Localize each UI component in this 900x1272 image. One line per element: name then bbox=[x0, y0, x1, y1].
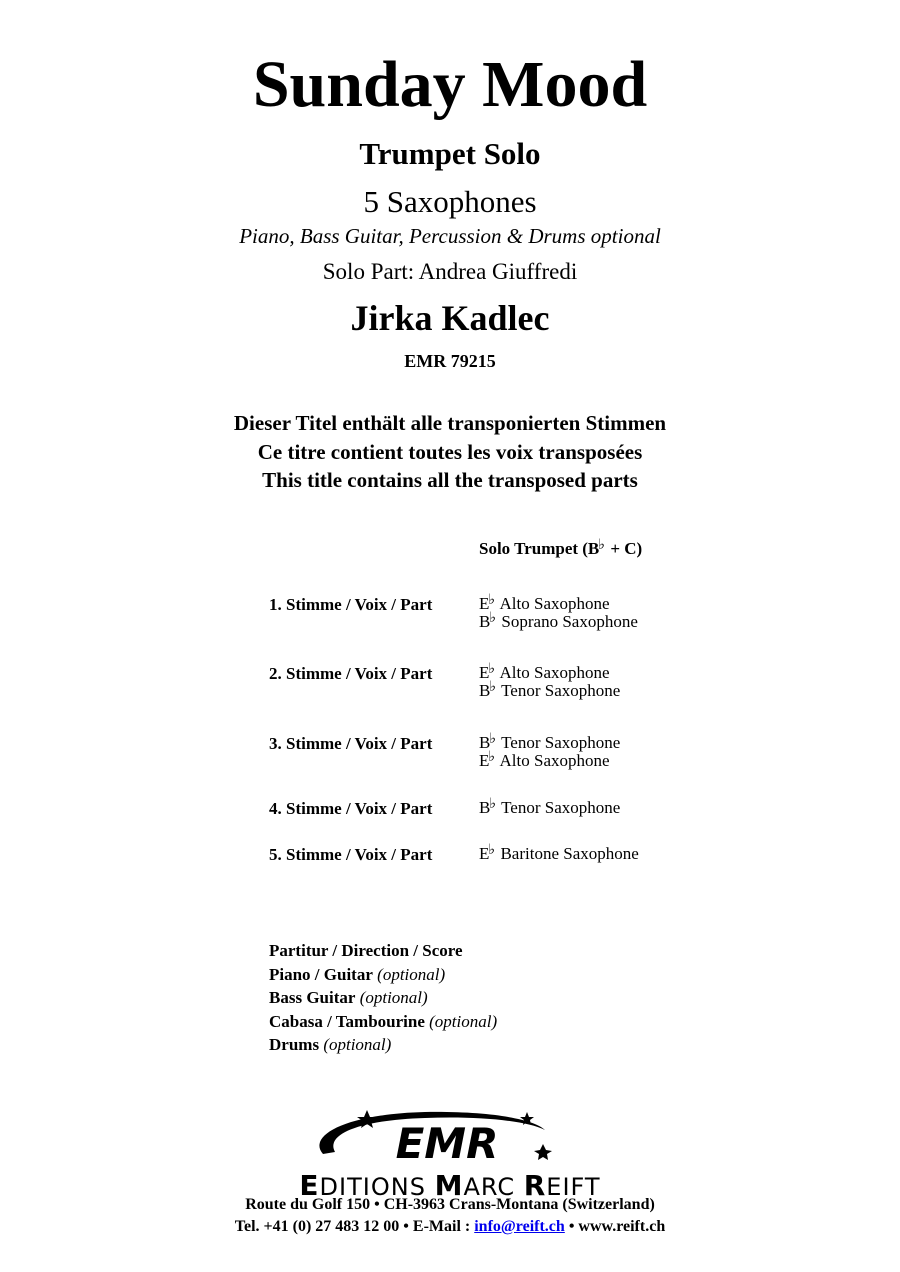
flat-icon: ♭ bbox=[488, 748, 496, 765]
solo-trumpet-part: Solo Trumpet (B♭ + C) bbox=[479, 536, 643, 558]
subtitle: Trumpet Solo bbox=[359, 136, 541, 171]
flat-icon: ♭ bbox=[488, 841, 496, 858]
list-item: Drums (optional) bbox=[269, 1035, 392, 1054]
logo-text: EMR bbox=[395, 1119, 499, 1168]
flat-icon: ♭ bbox=[598, 536, 606, 553]
flat-icon: ♭ bbox=[488, 660, 496, 677]
part-label-3: 3. Stimme / Voix / Part bbox=[269, 734, 433, 753]
part-instruments-2 bbox=[479, 660, 621, 700]
flat-icon: ♭ bbox=[489, 795, 497, 812]
instrument-line: E♭ Alto Saxophone bbox=[479, 748, 610, 770]
list-item: Partitur / Direction / Score bbox=[269, 941, 463, 960]
part-label-5: 5. Stimme / Voix / Part bbox=[269, 845, 433, 864]
list-item: Bass Guitar (optional) bbox=[269, 988, 428, 1007]
part-label-2: 2. Stimme / Voix / Part bbox=[269, 664, 433, 683]
part-instruments-4 bbox=[479, 795, 621, 817]
flat-icon: ♭ bbox=[489, 609, 497, 626]
transposed-notice-de: Dieser Titel enthält alle transponierten Stimmen bbox=[233, 411, 667, 435]
instrument-line: E♭ Alto Saxophone bbox=[479, 660, 610, 682]
part-label-4: 4. Stimme / Voix / Part bbox=[269, 799, 433, 818]
publisher-name: EDITIONS MARC REIFT bbox=[299, 1169, 601, 1202]
part-instruments-3 bbox=[479, 730, 621, 770]
transposed-notice-fr: Ce titre contient toutes les voix transposées bbox=[257, 440, 643, 464]
part-label-1: 1. Stimme / Voix / Part bbox=[269, 595, 433, 614]
emr-logo bbox=[305, 1106, 565, 1170]
additional-parts-list bbox=[269, 939, 497, 1057]
ensemble: 5 Saxophones bbox=[363, 184, 537, 219]
flat-icon: ♭ bbox=[488, 591, 496, 608]
instrument-line: B♭ Tenor Saxophone bbox=[479, 795, 621, 817]
instrument-line: E♭ Alto Saxophone bbox=[479, 591, 610, 613]
flat-icon: ♭ bbox=[489, 730, 497, 747]
instrument-line: E♭ Baritone Saxophone bbox=[479, 841, 639, 863]
email-link[interactable]: info@reift.ch bbox=[474, 1218, 565, 1235]
transposed-notice-en: This title contains all the transposed parts bbox=[262, 468, 638, 492]
publisher-contact: Tel. +41 (0) 27 483 12 00 • E-Mail : info@reift.ch • www.reift.ch bbox=[234, 1218, 666, 1235]
solo-part-credit: Solo Part: Andrea Giuffredi bbox=[322, 259, 578, 284]
instrument-line: B♭ Tenor Saxophone bbox=[479, 678, 621, 700]
composer: Jirka Kadlec bbox=[350, 298, 550, 338]
list-item: Piano / Guitar (optional) bbox=[269, 964, 446, 984]
part-instruments-5 bbox=[479, 841, 639, 863]
title: Sunday Mood bbox=[252, 48, 648, 121]
catalog-number: EMR 79215 bbox=[404, 351, 496, 371]
instrument-line: B♭ Soprano Saxophone bbox=[479, 609, 638, 631]
instrument-line: B♭ Tenor Saxophone bbox=[479, 730, 621, 752]
list-item: Cabasa / Tambourine (optional) bbox=[269, 1011, 498, 1031]
optional-instruments: Piano, Bass Guitar, Percussion & Drums optional bbox=[239, 224, 661, 248]
flat-icon: ♭ bbox=[489, 678, 497, 695]
publisher-address: Route du Golf 150 • CH-3963 Crans-Montana (Switzerland) bbox=[245, 1196, 655, 1213]
part-instruments-1 bbox=[479, 591, 638, 631]
